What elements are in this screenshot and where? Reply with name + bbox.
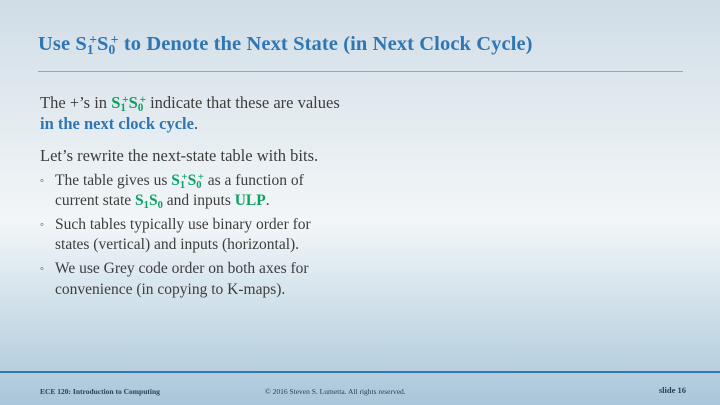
bullet1-symbol-inputs: ULP: [234, 192, 266, 210]
title-symbol: $S_1^+S_0^+$: [75, 32, 119, 57]
list-item: [40, 259, 688, 300]
bullet3-line-2: convenience (in copying to K-maps).: [55, 280, 286, 298]
paragraph-two: Let’s rewrite the next-state table with bits.: [40, 146, 319, 166]
para1-text-1: The +’s in: [40, 93, 112, 112]
page-title: [38, 33, 688, 56]
para1-symbol: $S_1^+S_0^+$: [111, 93, 146, 115]
bullet1-text-4: and inputs: [162, 192, 235, 210]
para1-text-2: indicate that these are values: [145, 93, 340, 112]
bullet-list: [40, 171, 688, 301]
bullet1-text-1: The table gives us: [55, 171, 172, 189]
bullet-icon: ◦: [40, 263, 44, 276]
footer-slide-number: slide 16: [658, 385, 686, 395]
bullet-icon: ◦: [40, 218, 44, 231]
bullet1-text-2: as a function of: [203, 171, 304, 189]
title-prefix: Use: [38, 33, 76, 55]
bullet3-line-1: We use Grey code order on both axes for: [55, 260, 309, 278]
paragraph-one: [40, 92, 688, 134]
bullet1-text-5: .: [265, 192, 270, 210]
footer-copyright: © 2016 Steven S. Lumetta. All rights reserved.: [265, 387, 406, 396]
slide-footer: [0, 371, 720, 405]
para1-text-3: .: [193, 114, 199, 134]
footer-course-label: ECE 120: Introduction to Computing: [40, 387, 160, 396]
bullet-icon: ◦: [40, 174, 44, 187]
title-suffix: to Denote the Next State (in Next Clock Cycle): [118, 33, 533, 55]
bullet1-text-3: current state: [55, 192, 136, 210]
para1-emphasis: in the next clock cycle: [40, 114, 194, 134]
bullet1-symbol-current-state: $S_1S_0$: [135, 192, 163, 212]
bullet2-line-1: Such tables typically use binary order for: [55, 215, 311, 233]
bullet2-line-2: states (vertical) and inputs (horizontal).: [55, 236, 300, 254]
title-divider: [38, 71, 683, 72]
list-item: [40, 171, 688, 212]
list-item: [40, 215, 688, 256]
slide-body: [40, 92, 688, 303]
bullet1-symbol-next-state: $S_1^+S_0^+$: [171, 171, 204, 191]
